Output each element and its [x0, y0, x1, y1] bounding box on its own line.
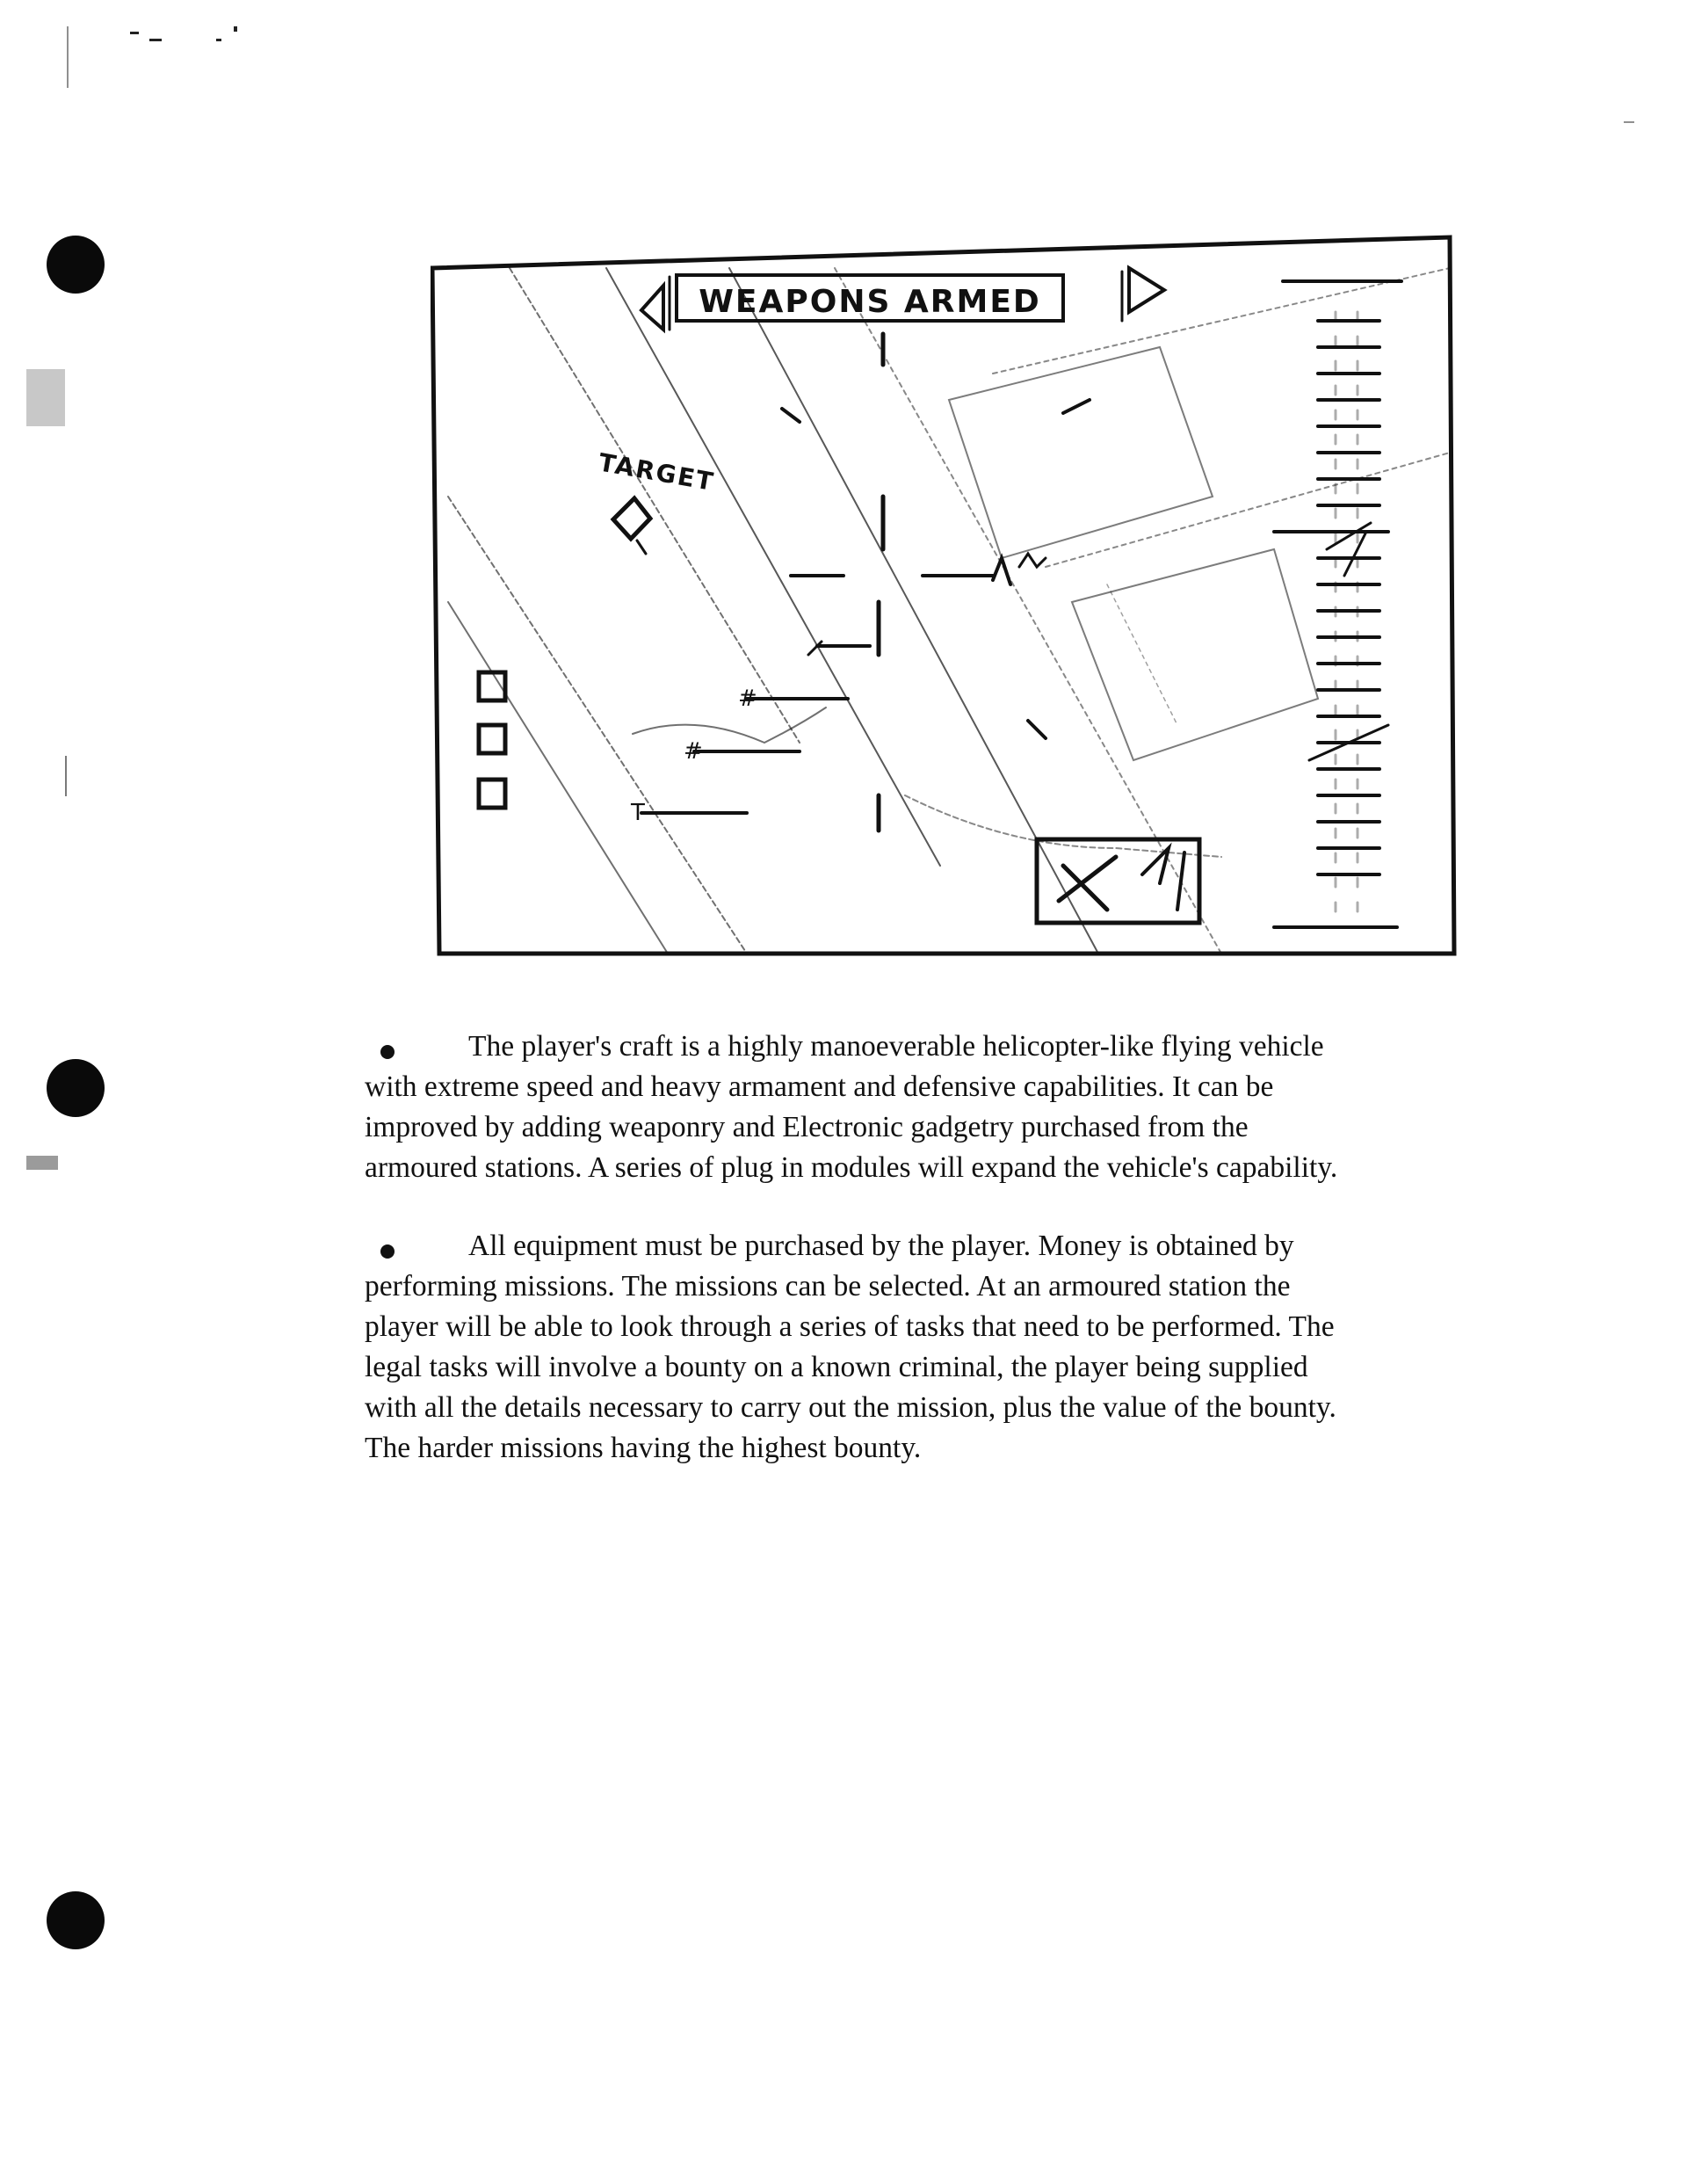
paragraph-line: improved by adding weaponry and Electronic gadgetry purchased from the	[365, 1111, 1249, 1143]
paragraph-line: with extreme speed and heavy armament and defensive capabilities. It can be	[365, 1070, 1274, 1103]
svg-text:#: #	[738, 686, 757, 712]
scan-mark	[26, 1156, 58, 1170]
paragraph-line: armoured stations. A series of plug in modules will expand the vehicle's capability.	[365, 1151, 1338, 1184]
paragraph-line: with all the details necessary to carry out the mission, plus the value of the bounty.	[365, 1391, 1336, 1424]
scan-mark	[26, 369, 65, 426]
line-text: The player's craft is a highly manoeverable helicopter-like flying vehicle	[468, 1030, 1324, 1063]
scan-mark	[130, 32, 139, 34]
paragraph-line	[365, 1027, 1542, 1067]
scan-mark	[65, 756, 67, 796]
svg-text:T: T	[631, 800, 645, 826]
binder-hole-middle	[47, 1059, 105, 1117]
scan-mark	[67, 26, 69, 88]
scan-mark	[216, 39, 221, 41]
scan-mark	[1624, 121, 1634, 123]
paragraph-craft	[365, 1027, 1542, 1188]
paragraph-line	[365, 1226, 1542, 1266]
target-label: TARGET	[596, 447, 717, 497]
paragraph-line: performing missions. The missions can be selected. At an armoured station the	[365, 1270, 1291, 1302]
game-screen-sketch	[431, 233, 1459, 962]
paragraph-line: The harder missions having the highest bounty.	[365, 1432, 922, 1464]
paragraph-equipment	[365, 1226, 1542, 1469]
line-text: All equipment must be purchased by the player. Money is obtained by	[468, 1230, 1294, 1262]
scan-mark	[234, 26, 237, 32]
binder-hole-top	[47, 236, 105, 294]
svg-text:#: #	[684, 738, 703, 765]
hud-banner-text: WEAPONS ARMED	[699, 284, 1041, 320]
paragraph-line: legal tasks will involve a bounty on a known criminal, the player being supplied	[365, 1351, 1308, 1383]
binder-hole-bottom	[47, 1891, 105, 1949]
scan-mark	[149, 39, 162, 41]
paragraph-line: player will be able to look through a series of tasks that need to be performed. The	[365, 1310, 1335, 1343]
